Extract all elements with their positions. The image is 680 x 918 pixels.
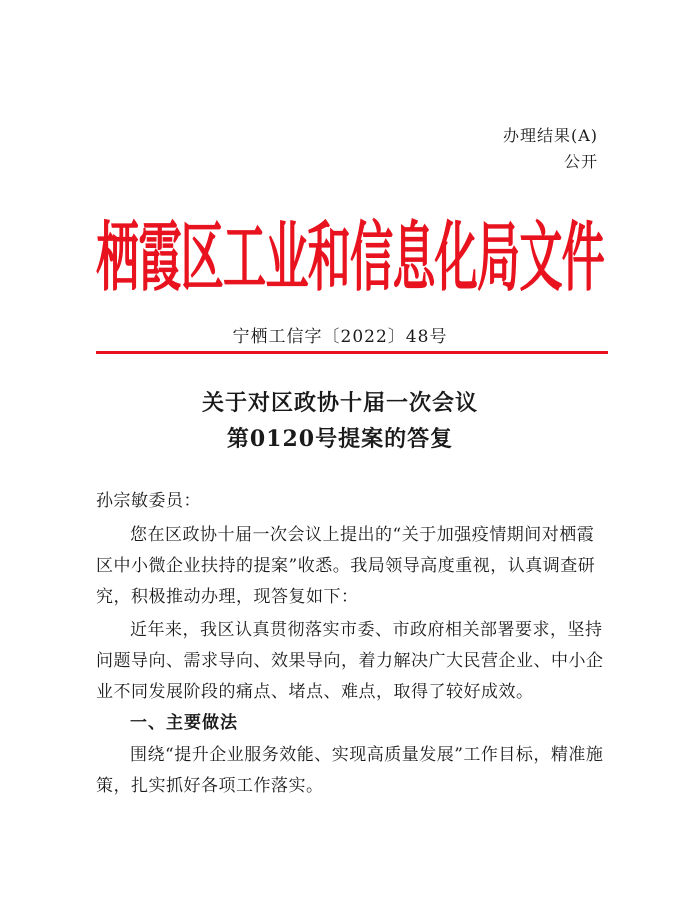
document-title-line-2: 第0120号提案的答复 (226, 426, 454, 452)
red-divider (96, 351, 608, 354)
paragraph-background: 近年来，我区认真贯彻落实市委、市政府相关部署要求，坚持问题导向、需求导向、效果导向，着力解决广大民营企业、中小企业不同发展阶段的痛点、堵点、难点，取得了较好成效。 (96, 620, 604, 702)
document-masthead: 栖霞区工业和信息化局文件 (96, 215, 605, 303)
document-title-line-1: 关于对区政协十届一次会议 (201, 390, 478, 416)
disclosure-label: 公开 (563, 152, 598, 171)
handling-result-label: 办理结果(A) (502, 126, 598, 145)
paragraph-acknowledgement: 您在区政协十届一次会议上提出的“关于加强疫情期间对栖霞区中小微企业扶持的提案”收悉。我局领导高度重视，认真调查研究，积极推动办理，现答复如下： (96, 525, 596, 607)
salutation: 孙宗敏委员： (96, 491, 201, 511)
paragraph-main-practices: 围绕“提升企业服务效能、实现高质量发展”工作目标，精准施策，扎实抓好各项工作落实。 (96, 745, 604, 796)
section-heading-main-practices: 一、主要做法 (130, 713, 238, 733)
document-number: 宁栖工信字〔2022〕48号 (232, 327, 448, 347)
